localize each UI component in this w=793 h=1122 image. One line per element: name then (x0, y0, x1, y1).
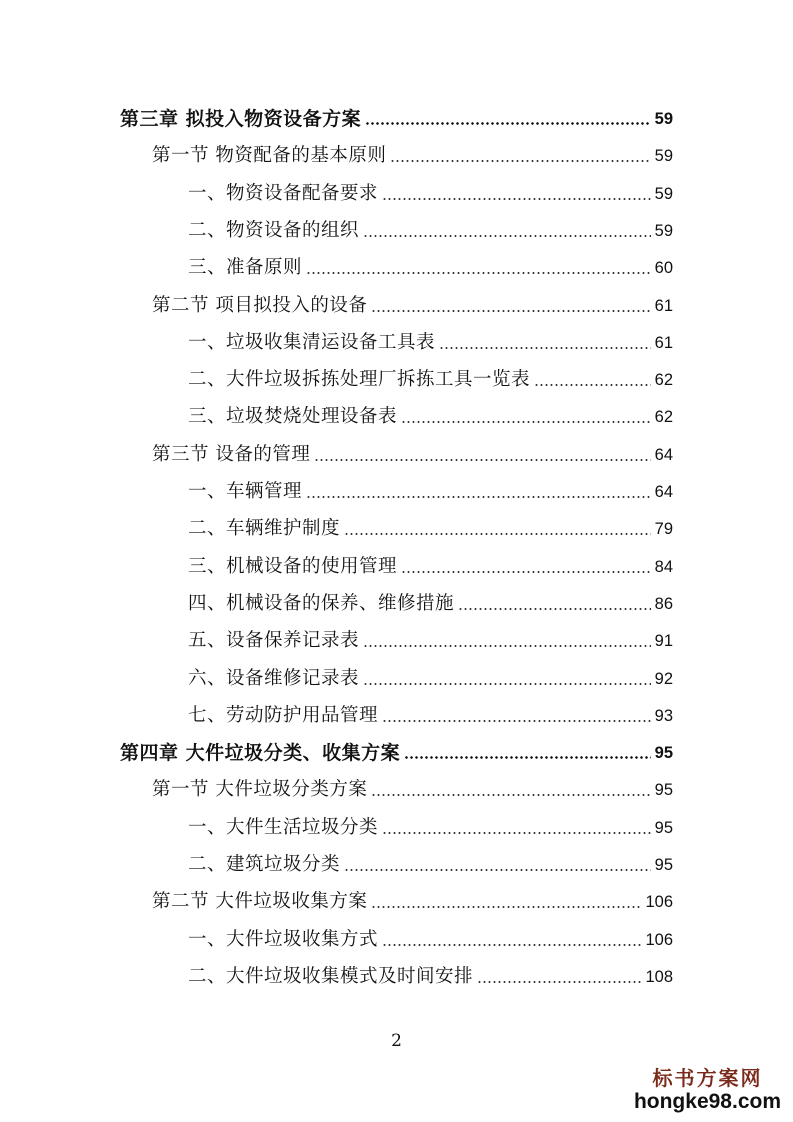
toc-entry-title: 三、机械设备的使用管理 (188, 555, 398, 577)
toc-entry-item[interactable] (188, 255, 673, 281)
toc-entry-page: 95 (654, 856, 673, 874)
toc-entry-page: 64 (654, 483, 673, 501)
toc-entry-page: 62 (654, 371, 673, 390)
dot-leader (306, 496, 651, 498)
toc-entry-title: 二、大件垃圾收集模式及时间安排 (188, 965, 474, 987)
toc-entry-item[interactable] (188, 218, 673, 244)
toc-entry-page: 62 (654, 408, 673, 427)
watermark-url: hongke98.com (633, 1089, 781, 1113)
dot-leader (382, 832, 651, 834)
toc-entry-item[interactable] (188, 591, 673, 617)
dot-leader (365, 122, 651, 125)
toc-entry-page: 86 (654, 594, 673, 613)
toc-entry-page: 108 (645, 967, 673, 986)
dot-leader (344, 869, 651, 871)
toc-entry-title: 三、准备原则 (188, 257, 303, 279)
toc-entry-item[interactable] (188, 516, 673, 542)
toc-entry-page: 84 (654, 557, 673, 576)
toc-entry-page: 92 (654, 669, 673, 688)
toc-entry-page: 95 (654, 744, 673, 763)
toc-entry-section[interactable] (152, 777, 673, 803)
toc-entry-title: 五、设备保养记录表 (188, 630, 360, 652)
toc-entry-page: 59 (654, 221, 673, 240)
toc-entry-title: 二、物资设备的组织 (188, 219, 360, 241)
dot-leader (390, 160, 650, 162)
toc-entry-section[interactable] (152, 889, 673, 915)
dot-leader (363, 683, 651, 685)
toc-entry-title: 七、劳动防护用品管理 (188, 704, 379, 726)
toc-entry-page: 95 (654, 818, 673, 837)
page-number: 2 (391, 1031, 402, 1051)
toc-entry-chapter[interactable] (120, 740, 673, 766)
toc-entry-page: 61 (654, 333, 673, 352)
toc-entry-title: 第二节 大件垃圾收集方案 (152, 891, 368, 913)
toc-entry-title: 一、车辆管理 (188, 481, 303, 502)
toc-entry-item[interactable] (188, 181, 673, 207)
toc-entry-title: 一、大件垃圾收集方式 (188, 928, 379, 950)
dot-leader (401, 421, 651, 423)
toc-entry-section[interactable] (152, 442, 673, 468)
toc-entry-item[interactable] (188, 927, 673, 953)
dot-leader (363, 645, 651, 647)
toc-entry-item[interactable] (188, 479, 673, 505)
toc-entry-title: 二、大件垃圾拆拣处理厂拆拣工具一览表 (188, 369, 531, 391)
toc-entry-chapter[interactable] (120, 106, 673, 132)
toc-entry-title: 第一节 大件垃圾分类方案 (152, 779, 368, 801)
toc-entry-title: 二、建筑垃圾分类 (188, 854, 341, 875)
dot-leader (344, 533, 651, 535)
toc-entry-title: 第四章 大件垃圾分类、收集方案 (120, 742, 401, 765)
toc-entry-title: 一、垃圾收集清运设备工具表 (188, 331, 436, 353)
dot-leader (404, 756, 651, 759)
toc-entry-title: 第二节 项目拟投入的设备 (152, 294, 368, 316)
dot-leader (371, 794, 650, 796)
toc-entry-title: 六、设备维修记录表 (188, 667, 360, 689)
toc-entry-page: 59 (654, 110, 673, 128)
toc-entry-item[interactable] (188, 666, 673, 692)
toc-entry-section[interactable] (152, 293, 673, 319)
toc-entry-page: 106 (645, 893, 673, 912)
toc-entry-item[interactable] (188, 404, 673, 430)
toc-entry-page: 79 (654, 520, 673, 539)
toc-entry-title: 三、垃圾焚烧处理设备表 (188, 406, 398, 428)
dot-leader (371, 310, 650, 312)
toc-entry-page: 59 (654, 184, 673, 203)
dot-leader (534, 384, 651, 386)
dot-leader (363, 235, 651, 237)
toc-entry-item[interactable] (188, 964, 673, 990)
dot-leader (382, 198, 651, 200)
dot-leader (401, 571, 651, 573)
toc-entry-item[interactable] (188, 852, 673, 878)
dot-leader (371, 906, 641, 908)
toc-entry-title: 第三章 拟投入物资设备方案 (120, 108, 362, 130)
toc-entry-title: 一、物资设备配备要求 (188, 182, 379, 204)
toc-entry-item[interactable] (188, 330, 673, 356)
toc-entry-item[interactable] (188, 815, 673, 841)
toc-entry-page: 106 (645, 930, 673, 949)
toc-entry-page: 91 (654, 632, 673, 651)
toc-entry-page: 61 (654, 296, 673, 315)
toc-entry-title: 第一节 物资配备的基本原则 (152, 145, 387, 167)
dot-leader (439, 347, 651, 349)
dot-leader (382, 944, 641, 946)
watermark-name: 标书方案网 (652, 1065, 763, 1090)
toc-entry-item[interactable] (188, 628, 673, 654)
toc-entry-item[interactable] (188, 703, 673, 729)
toc-entry-item[interactable] (188, 554, 673, 580)
toc-entry-page: 93 (654, 706, 673, 725)
dot-leader (314, 459, 650, 461)
dot-leader (477, 981, 641, 983)
toc-entry-page: 60 (654, 259, 673, 278)
dot-leader (458, 608, 651, 610)
toc-entry-title: 四、机械设备的保养、维修措施 (188, 592, 455, 614)
toc-entry-page: 95 (654, 781, 673, 800)
toc-entry-section[interactable] (152, 143, 673, 169)
dot-leader (382, 720, 651, 722)
toc-entry-page: 59 (654, 147, 673, 166)
toc-entry-title: 二、车辆维护制度 (188, 518, 341, 540)
toc-entry-page: 64 (654, 445, 673, 464)
toc-entry-title: 第三节 设备的管理 (152, 443, 311, 465)
watermark (634, 1067, 781, 1114)
toc-entry-item[interactable] (188, 367, 673, 393)
toc-entry-title: 一、大件生活垃圾分类 (188, 816, 379, 838)
dot-leader (306, 272, 651, 274)
